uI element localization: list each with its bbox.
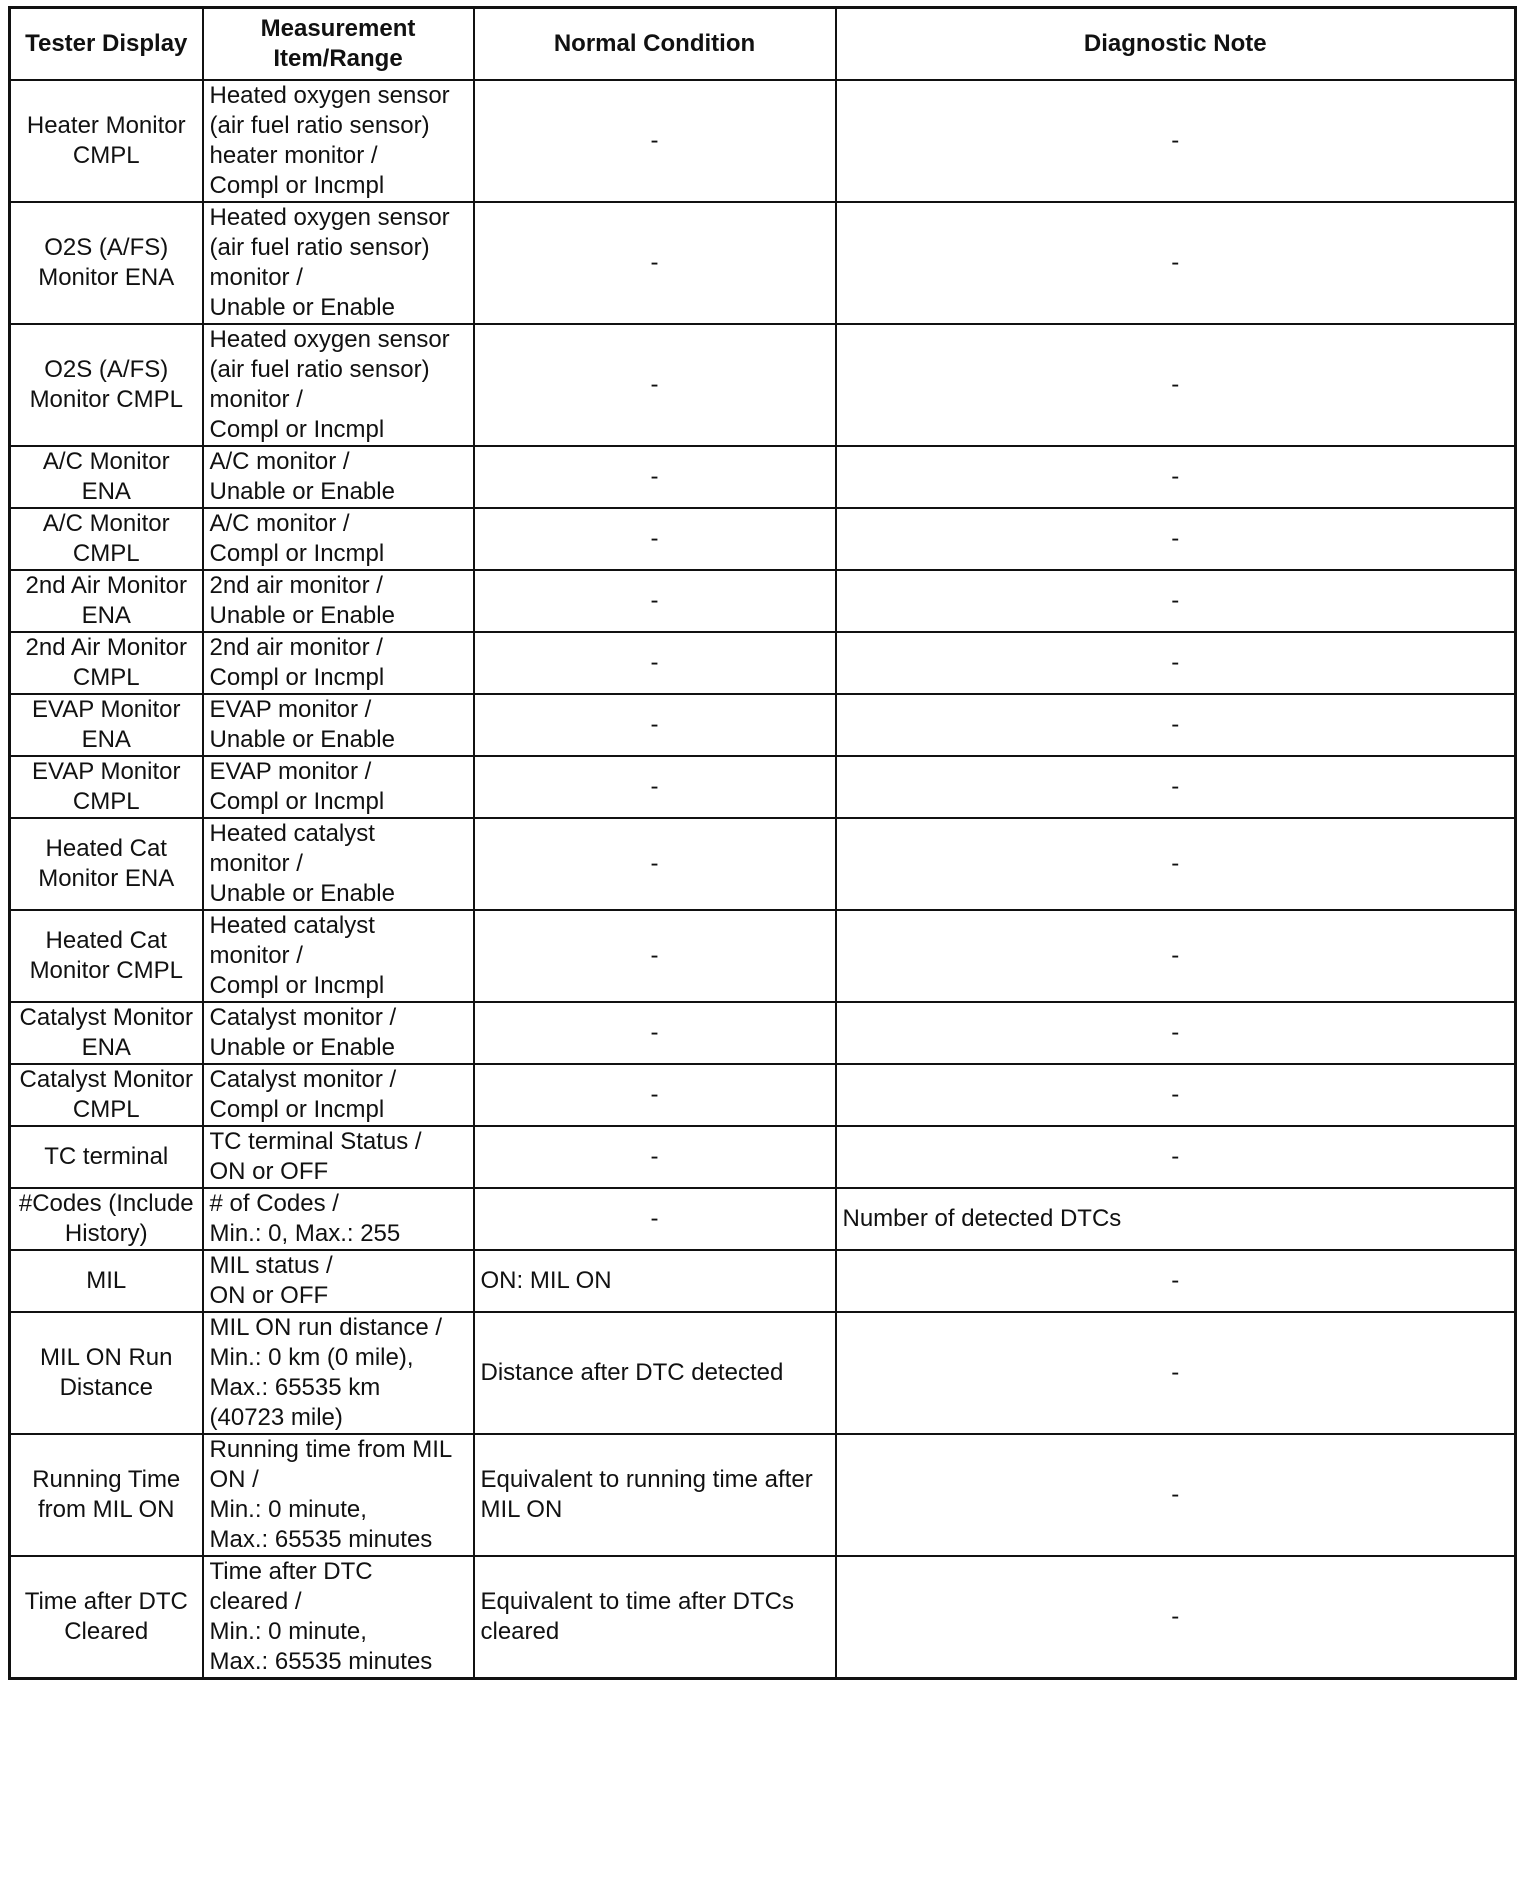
cell-measurement-range: MIL status / ON or OFF [203,1250,474,1312]
cell-tester-display: Catalyst Monitor ENA [10,1002,203,1064]
cell-tester-display: Heated Cat Monitor ENA [10,818,203,910]
cell-tester-display: Running Time from MIL ON [10,1434,203,1556]
cell-measurement-range: A/C monitor / Unable or Enable [203,446,474,508]
cell-measurement-range: 2nd air monitor / Compl or Incmpl [203,632,474,694]
cell-measurement-range: Catalyst monitor / Unable or Enable [203,1002,474,1064]
table-row [10,446,1516,508]
table-row [10,80,1516,202]
cell-normal-condition: - [474,694,836,756]
table-row [10,1188,1516,1250]
table-row [10,632,1516,694]
cell-normal-condition: - [474,1188,836,1250]
cell-measurement-range: A/C monitor / Compl or Incmpl [203,508,474,570]
cell-diagnostic-note: Number of detected DTCs [836,1188,1516,1250]
cell-measurement-range: Heated oxygen sensor (air fuel ratio sensor) monitor / Unable or Enable [203,202,474,324]
header-normal-condition: Normal Condition [474,8,836,80]
cell-normal-condition: Equivalent to running time after MIL ON [474,1434,836,1556]
cell-diagnostic-note: - [836,1002,1516,1064]
cell-tester-display: MIL [10,1250,203,1312]
cell-diagnostic-note: - [836,756,1516,818]
cell-normal-condition: - [474,818,836,910]
cell-tester-display: Heater Monitor CMPL [10,80,203,202]
cell-tester-display: Catalyst Monitor CMPL [10,1064,203,1126]
cell-tester-display: O2S (A/FS) Monitor CMPL [10,324,203,446]
cell-diagnostic-note: - [836,1250,1516,1312]
cell-measurement-range: # of Codes / Min.: 0, Max.: 255 [203,1188,474,1250]
data-list-table [8,6,1517,1680]
cell-diagnostic-note: - [836,324,1516,446]
cell-normal-condition: - [474,570,836,632]
cell-normal-condition: - [474,508,836,570]
table-row [10,1250,1516,1312]
cell-normal-condition: - [474,1126,836,1188]
cell-diagnostic-note: - [836,910,1516,1002]
cell-normal-condition: - [474,632,836,694]
table-row [10,910,1516,1002]
table-row [10,818,1516,910]
cell-diagnostic-note: - [836,694,1516,756]
table-row [10,324,1516,446]
cell-tester-display: EVAP Monitor CMPL [10,756,203,818]
cell-measurement-range: EVAP monitor / Compl or Incmpl [203,756,474,818]
cell-tester-display: TC terminal [10,1126,203,1188]
cell-measurement-range: MIL ON run distance / Min.: 0 km (0 mile), Max.: 65535 km (40723 mile) [203,1312,474,1434]
cell-normal-condition: - [474,910,836,1002]
cell-measurement-range: Catalyst monitor / Compl or Incmpl [203,1064,474,1126]
cell-normal-condition: Distance after DTC detected [474,1312,836,1434]
header-tester-display: Tester Display [10,8,203,80]
cell-measurement-range: Heated catalyst monitor / Unable or Enable [203,818,474,910]
cell-tester-display: MIL ON Run Distance [10,1312,203,1434]
cell-normal-condition: - [474,1064,836,1126]
cell-diagnostic-note: - [836,1126,1516,1188]
cell-tester-display: O2S (A/FS) Monitor ENA [10,202,203,324]
cell-diagnostic-note: - [836,80,1516,202]
cell-tester-display: A/C Monitor ENA [10,446,203,508]
cell-tester-display: A/C Monitor CMPL [10,508,203,570]
cell-measurement-range: 2nd air monitor / Unable or Enable [203,570,474,632]
cell-normal-condition: - [474,756,836,818]
cell-diagnostic-note: - [836,508,1516,570]
cell-tester-display: Heated Cat Monitor CMPL [10,910,203,1002]
cell-tester-display: Time after DTC Cleared [10,1556,203,1679]
cell-diagnostic-note: - [836,1434,1516,1556]
table-row [10,1064,1516,1126]
cell-diagnostic-note: - [836,202,1516,324]
table-row [10,1556,1516,1679]
cell-normal-condition: - [474,202,836,324]
cell-diagnostic-note: - [836,1064,1516,1126]
cell-diagnostic-note: - [836,570,1516,632]
table-row [10,1126,1516,1188]
table-row [10,570,1516,632]
cell-tester-display: 2nd Air Monitor ENA [10,570,203,632]
cell-measurement-range: Heated oxygen sensor (air fuel ratio sensor) monitor / Compl or Incmpl [203,324,474,446]
cell-diagnostic-note: - [836,1556,1516,1679]
cell-normal-condition: - [474,446,836,508]
table-row [10,1002,1516,1064]
cell-measurement-range: Heated oxygen sensor (air fuel ratio sensor) heater monitor / Compl or Incmpl [203,80,474,202]
cell-tester-display: 2nd Air Monitor CMPL [10,632,203,694]
cell-measurement-range: EVAP monitor / Unable or Enable [203,694,474,756]
cell-tester-display: EVAP Monitor ENA [10,694,203,756]
table-row [10,756,1516,818]
cell-diagnostic-note: - [836,1312,1516,1434]
header-diagnostic-note: Diagnostic Note [836,8,1516,80]
table-row [10,1434,1516,1556]
cell-normal-condition: - [474,324,836,446]
cell-measurement-range: Running time from MIL ON / Min.: 0 minute, Max.: 65535 minutes [203,1434,474,1556]
cell-diagnostic-note: - [836,818,1516,910]
cell-normal-condition: - [474,1002,836,1064]
table-row [10,202,1516,324]
cell-tester-display: #Codes (Include History) [10,1188,203,1250]
cell-measurement-range: Time after DTC cleared / Min.: 0 minute, Max.: 65535 minutes [203,1556,474,1679]
cell-normal-condition: Equivalent to time after DTCs cleared [474,1556,836,1679]
cell-normal-condition: ON: MIL ON [474,1250,836,1312]
header-row [10,8,1516,80]
cell-measurement-range: TC terminal Status / ON or OFF [203,1126,474,1188]
cell-diagnostic-note: - [836,446,1516,508]
table-row [10,694,1516,756]
cell-normal-condition: - [474,80,836,202]
header-measurement-item-range: Measurement Item/Range [203,8,474,80]
cell-diagnostic-note: - [836,632,1516,694]
table-row [10,1312,1516,1434]
cell-measurement-range: Heated catalyst monitor / Compl or Incmpl [203,910,474,1002]
table-row [10,508,1516,570]
